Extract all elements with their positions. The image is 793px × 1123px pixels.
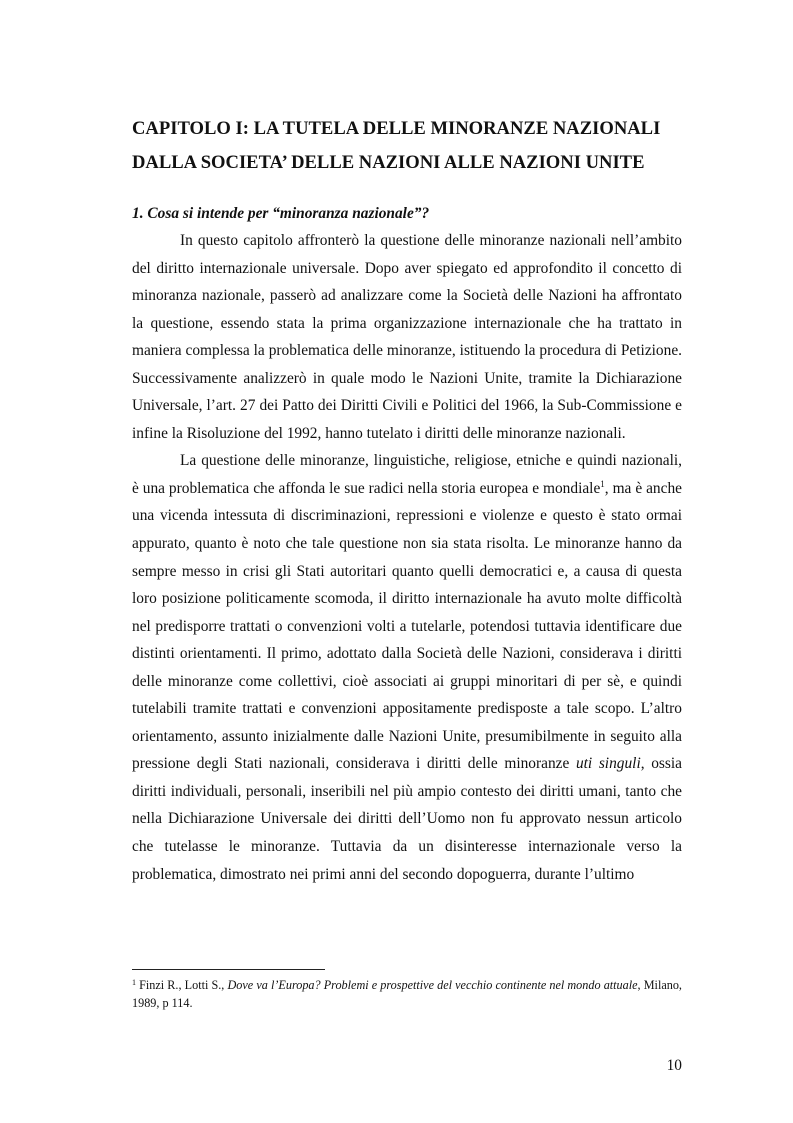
paragraph-2-part-2: , ma è anche una vicenda intessuta di discriminazioni, repressioni e violenze e questo è stato ormai appurato, quanto è noto che tale questione non sia stata risolta. Le minoranze hanno da sempre messo in crisi gli Stati autoritari quanto quelli democratici e, a causa di questa loro posizione politicamente scomoda, il diritto internazionale ha avuto molte difficoltà nel predisporre trattati o convenzioni volti a tutelarle, potendosi tuttavia identificare due distinti orientamenti. Il primo, adottato dalla Società delle Nazioni, considerava i diritti delle minoranze come collettivi, cioè associati ai gruppi minoritari di per sè, e quindi tutelabili tramite trattati e convenzioni appositamente predisposte a tale scopo. L’altro orientamento, assunto inizialmente dalle Nazioni Unite, presumibilmente in seguito alla pressione degli Stati nazionali, considerava i diritti delle minoranze — [132, 479, 682, 773]
page-number: 10 — [666, 1057, 682, 1074]
footnote-authors: Finzi R., Lotti S., — [136, 978, 228, 992]
paragraph-2 — [132, 447, 682, 888]
chapter-title-line-2: DALLA SOCIETA’ DELLE NAZIONI ALLE NAZIONI UNITE — [132, 152, 645, 173]
paragraph-2-italic-term: uti singuli — [575, 755, 641, 773]
body-text — [132, 227, 682, 888]
section-heading: 1. Cosa si intende per “minoranza nazionale”? — [132, 205, 430, 222]
footnote-reference: 1 — [600, 478, 605, 489]
paragraph-2-part-1: La questione delle minoranze, linguistiche, religiose, etniche e quindi nazionali, è una problematica che affonda le sue radici nella storia europea e mondiale — [132, 452, 682, 497]
footnote-number: 1 — [132, 978, 136, 987]
paragraph-1: In questo capitolo affronterò la questione delle minoranze nazionali nell’ambito del diritto internazionale universale. Dopo aver spiegato ed approfondito il concetto di minoranza nazionale, passerò ad analizzare come la Società delle Nazioni ha affrontato la questione, essendo stata la prima organizzazione internazionale che ha trattato in maniera complessa la problematica delle minoranze, istituendo la procedura di Petizione. Successivamente analizzerò in quale modo le Nazioni Unite, tramite la Dichiarazione Universale, l’art. 27 dei Patto dei Diritti Civili e Politici del 1966, la Sub-Commissione e infine la Risoluzione del 1992, hanno tutelato i diritti delle minoranze nazionali. — [132, 232, 682, 442]
footnote — [132, 976, 682, 1012]
chapter-title-line-1: CAPITOLO I: LA TUTELA DELLE MINORANZE NAZIONALI — [132, 118, 661, 139]
footnote-details: , Milano, 1989, p 114. — [132, 978, 682, 1010]
footnote-title: Dove va l’Europa? Problemi e prospettive del vecchio continente nel mondo attuale — [227, 978, 638, 992]
chapter-title — [132, 112, 684, 180]
paragraph-2-part-3: , ossia diritti individuali, personali, inseribili nel più ampio contesto dei diritti umani, tanto che nella Dichiarazione Universale dei diritti dell’Uomo non fu approvato nessun articolo che tutelasse le minoranze. Tuttavia da un disinteresse internazionale verso la problematica, dimostrato nei primi anni del secondo dopoguerra, durante l’ultimo — [132, 755, 682, 883]
footnote-divider — [132, 969, 325, 970]
